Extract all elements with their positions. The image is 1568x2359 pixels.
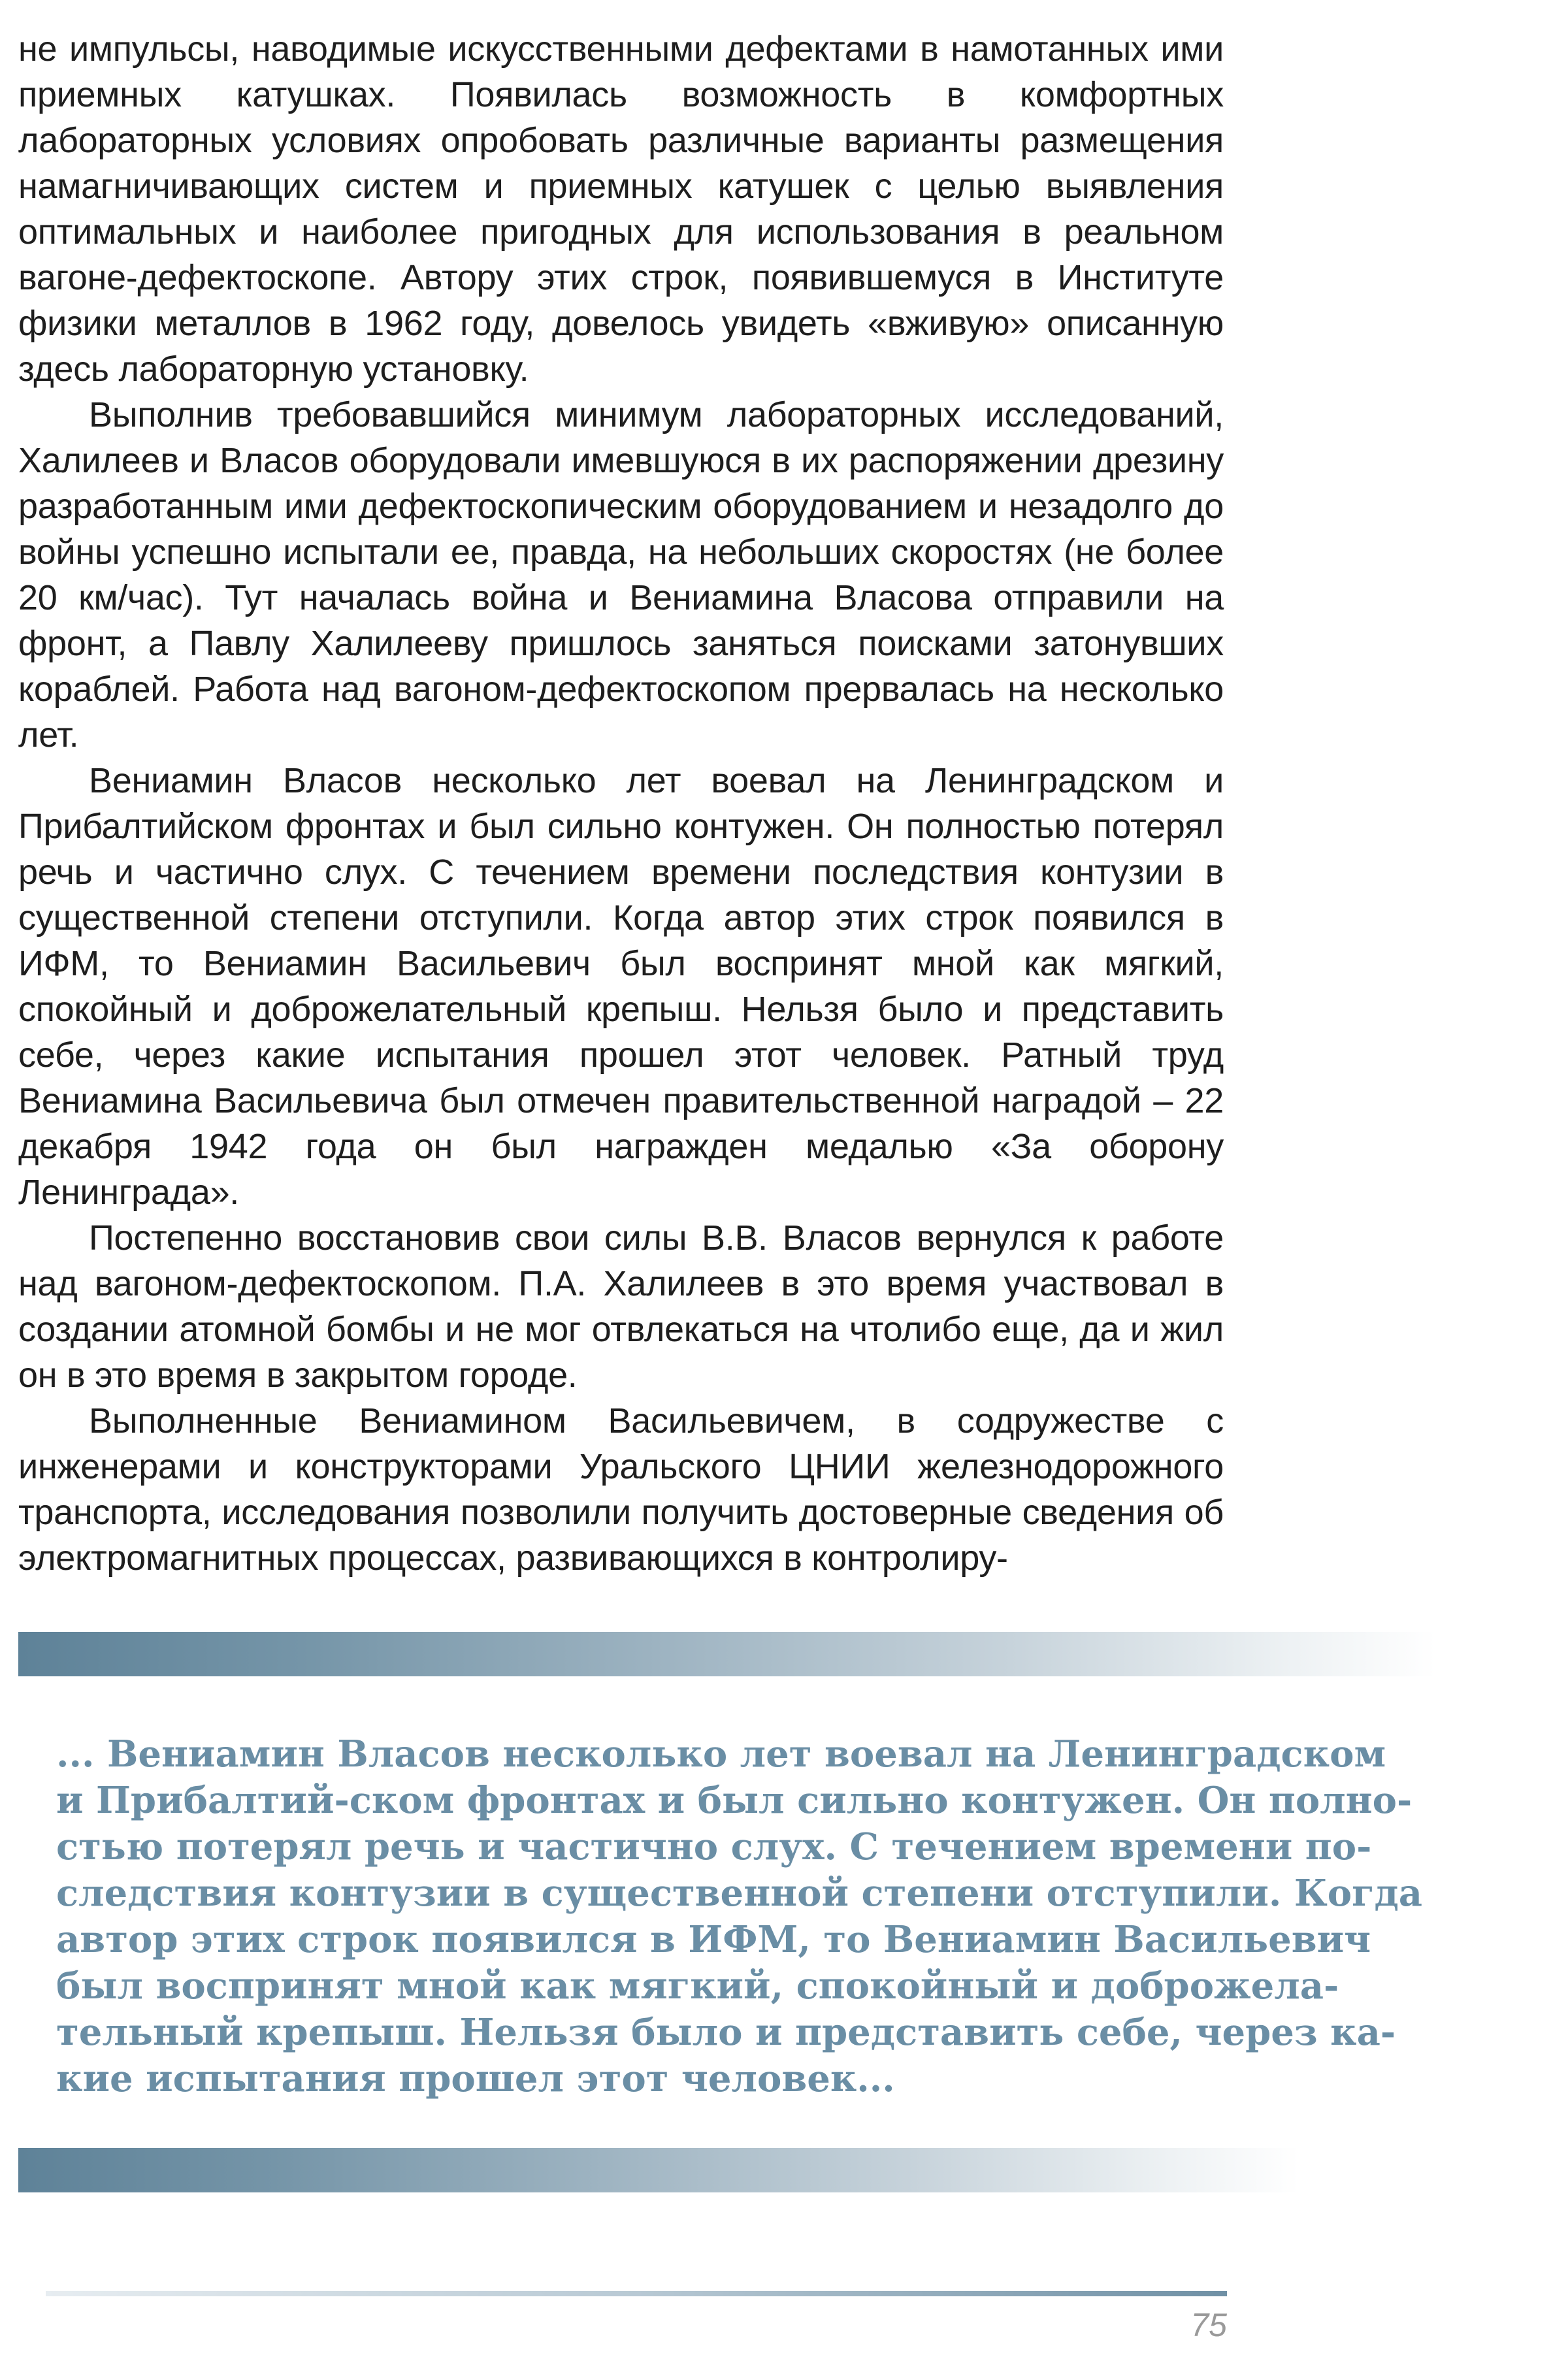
pullquote-line-5: автор этих строк появился в ИФМ, то Вениамин Васильевич — [56, 1918, 1371, 1961]
pullquote-line-8: кие испытания прошел этот человек... — [56, 2057, 895, 2100]
pullquote-line-3: стью потерял речь и частично слух. С течением времени по- — [56, 1825, 1372, 1868]
pullquote-line-1: ... Вениамин Власов несколько лет воевал на Ленинградском — [56, 1733, 1386, 1776]
pullquote-line-2: и Прибалтий-ском фронтах и был сильно контужен. Он полно- — [56, 1779, 1413, 1822]
article-paragraph-3: Вениамин Власов несколько лет воевал на Ленинградском и Прибалтийском фронтах и был сильно контужен. Он полностью потерял речь и частично слух. С течением времени последствия контузии в существенной степени отступили. Когда автор этих строк появился в ИФМ, то Вениамин Васильевич был воспринят мной как мягкий, спокойный и доброжелательный крепыш. Нельзя было и представить себе, через какие испытания прошел этот человек. Ратный труд Вениамина Васильевича был отмечен правительственной наградой – 22 декабря 1942 года он был награжден медалью «За оборону Ленинграда». — [18, 761, 1224, 1212]
pullquote-top-band — [18, 1632, 1436, 1676]
article-paragraph-5: Выполненные Вениамином Васильевичем, в содружестве с инженерами и конструкторами Уральского ЦНИИ железнодорожного транспорта, исследования позволили получить достоверные сведения об электромагнитных процессах, развивающихся в контролиру- — [18, 1401, 1224, 1578]
article-paragraph-2: Выполнив требовавшийся минимум лабораторных исследований, Халилеев и Власов оборудовали имевшуюся в их распоряжении дрезину разработанным ими дефектоскопическим оборудованием и незадолго до войны успешно испытали ее, правда, на небольших скоростях (не более 20 км/час). Тут началась война и Вениамина Власова отправили на фронт, а Павлу Халилееву пришлось заняться поисками затонувших кораблей. Работа над вагоном-дефектоскопом прервалась на несколько лет. — [18, 395, 1224, 755]
pullquote-line-4: следствия контузии в существенной степени отступили. Когда — [56, 1872, 1423, 1915]
article-paragraph-4: Постепенно восстановив свои силы В.В. Власов вернулся к работе над вагоном-дефектоскопом. П.А. Халилеев в это время участвовал в создании атомной бомбы и не мог отвлекаться на чтолибо еще, да и жил он в это время в закрытом городе. — [18, 1218, 1224, 1395]
article-body — [18, 26, 1224, 1581]
pullquote-line-6: был воспринят мной как мягкий, спокойный и доброжела- — [56, 1964, 1339, 2008]
article-paragraph-1: не импульсы, наводимые искусственными дефектами в намотанных ими приемных катушках. Появилась возможность в комфортных лабораторных условиях опробовать различные варианты размещения намагничивающих систем и приемных катушек с целью выявления оптимальных и наиболее пригодных для использования в реальном вагоне-дефектоскопе. Автору этих строк, появившемуся в Институте физики металлов в 1962 году, довелось увидеть «вживую» описанную здесь лабораторную установку. — [18, 29, 1224, 389]
footer-rule — [46, 2291, 1227, 2296]
pullquote-bottom-band — [18, 2148, 1299, 2192]
pullquote — [56, 1731, 1510, 2102]
page-number: 75 — [1190, 2307, 1227, 2343]
pullquote-line-7: тельный крепыш. Нельзя было и представить себе, через ка- — [56, 2011, 1396, 2054]
